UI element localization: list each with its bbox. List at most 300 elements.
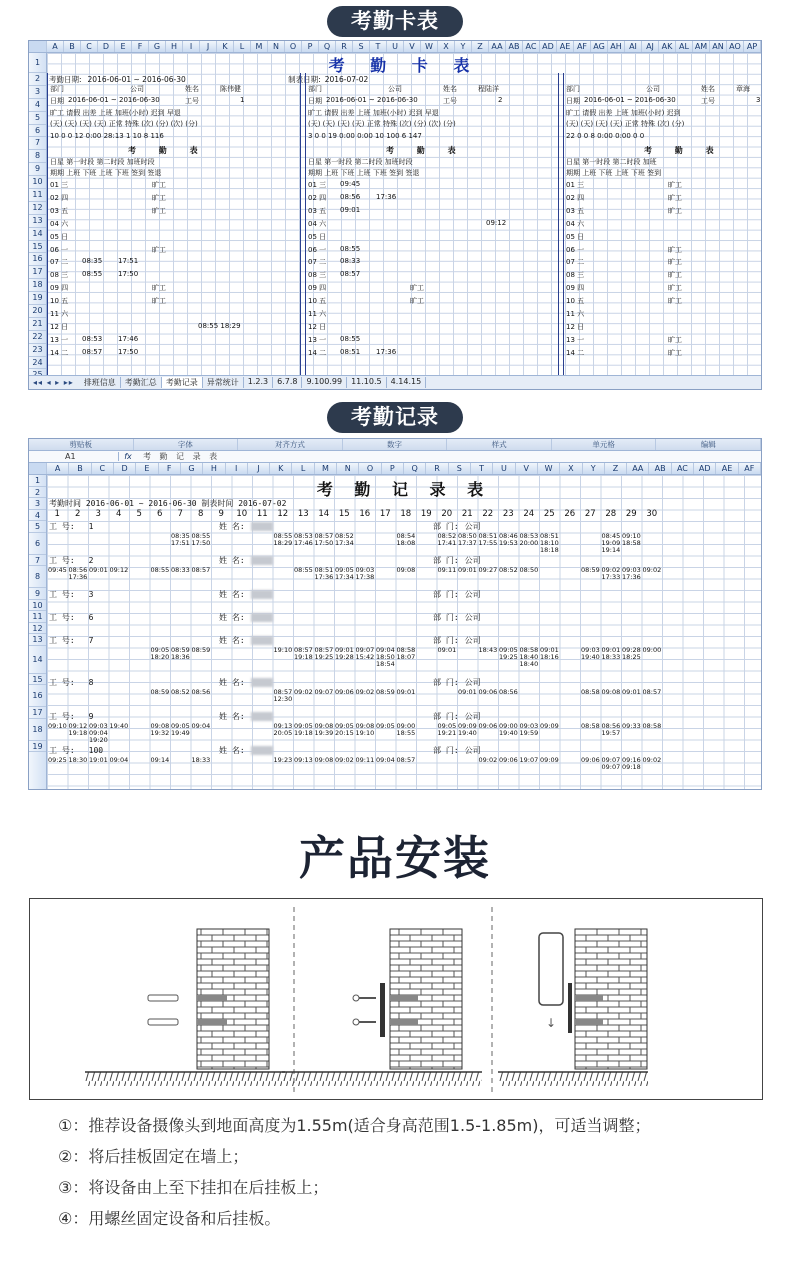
day-number: 20: [441, 509, 453, 519]
column-header[interactable]: AH: [608, 41, 625, 52]
card-dept: 部门: [308, 85, 322, 93]
employee-dept-label: 部 门:: [433, 712, 459, 721]
period-value: 2016-06-01 ~ 2016-06-30: [87, 75, 186, 84]
employee-id-label: 工 号:: [49, 746, 75, 755]
card-day-label: 04 六: [50, 219, 69, 228]
card-date-label: 日期: [50, 97, 64, 105]
ribbon-group[interactable]: 单元格: [552, 439, 657, 450]
column-header[interactable]: B: [64, 41, 81, 52]
punch-times: 19:40: [109, 722, 129, 730]
ribbon-group[interactable]: 编辑: [656, 439, 761, 450]
column-header[interactable]: J: [248, 463, 270, 474]
row-header[interactable]: 7: [29, 555, 46, 567]
column-header[interactable]: Z: [605, 463, 627, 474]
punch-times: 09:12 19:18: [68, 722, 88, 737]
card-grid: [47, 53, 761, 375]
card-clock-in: 08:57: [82, 347, 103, 356]
column-header[interactable]: M: [315, 463, 337, 474]
punch-times: 09:00: [642, 646, 662, 654]
employee-dept-label: 部 门:: [433, 590, 459, 599]
punch-times: 19:23: [273, 756, 293, 764]
column-header[interactable]: I: [226, 463, 248, 474]
punch-times: 09:03 17:36: [622, 566, 641, 581]
row-header[interactable]: 6: [29, 125, 46, 138]
punch-times: 08:56 17:36: [68, 566, 88, 581]
row-header[interactable]: 17: [29, 707, 46, 719]
employee-dept-label: 部 门:: [433, 678, 459, 687]
punch-times: 09:05 19:25: [499, 646, 518, 661]
row-header[interactable]: 9: [29, 588, 46, 600]
punch-times: 09:25: [48, 756, 67, 764]
row-header[interactable]: 22: [29, 331, 46, 344]
row-header[interactable]: 8: [29, 150, 46, 163]
period-label: 考勤日期:: [49, 75, 82, 84]
card-clock-in: 08:55: [340, 334, 361, 343]
punch-times: 09:45: [48, 566, 67, 574]
blurred-name-redaction: [251, 636, 273, 645]
column-header[interactable]: U: [493, 463, 515, 474]
column-header[interactable]: N: [337, 463, 359, 474]
card-day-label: 10 五: [50, 297, 69, 306]
column-header[interactable]: AD: [694, 463, 716, 474]
card-stats: 3 0 0 19 0:00 0:00 10 100 6 147: [308, 132, 422, 140]
card-section-title: 考 勤 表: [644, 146, 724, 155]
column-header[interactable]: S: [353, 41, 370, 52]
card-day-note: 旷工: [668, 181, 682, 189]
ribbon-group[interactable]: 对齐方式: [238, 439, 343, 450]
column-header[interactable]: AN: [710, 41, 727, 52]
row-header[interactable]: 18: [29, 719, 46, 741]
row-header[interactable]: 6: [29, 533, 46, 555]
employee-id-label: 工 号:: [49, 522, 75, 531]
column-header[interactable]: K: [270, 463, 292, 474]
employee-name-field: [219, 521, 273, 532]
punch-times: 09:03 19:40: [581, 646, 600, 661]
punch-times: 09:11: [437, 566, 457, 574]
card-report-heading: 考勤卡表: [327, 6, 463, 37]
column-header[interactable]: A: [47, 41, 64, 52]
column-header[interactable]: M: [251, 41, 268, 52]
card-clock-in: 08:51: [340, 347, 361, 356]
card-day-label: 11 六: [566, 310, 585, 318]
punch-times: 18:43: [478, 646, 498, 654]
card-day-note: 旷工: [668, 348, 682, 357]
punch-times: 09:06: [478, 722, 498, 730]
ribbon-group[interactable]: 剪贴板: [29, 439, 134, 450]
column-header[interactable]: AK: [659, 41, 676, 52]
formula-input[interactable]: 考 勤 记 录 表: [143, 452, 221, 461]
row-header[interactable]: 9: [29, 163, 46, 176]
card-company: 公司: [388, 85, 402, 93]
day-number: 21: [461, 509, 473, 519]
row-header[interactable]: 11: [29, 189, 46, 202]
employee-dept: 公司: [464, 522, 481, 531]
card-periods: 日星 第一时段 第二时段 加班时段: [50, 158, 155, 166]
employee-dept-field: [433, 745, 481, 756]
row-header[interactable]: 13: [29, 215, 46, 228]
row-header[interactable]: 17: [29, 266, 46, 279]
employee-name-field: [219, 612, 273, 623]
column-header[interactable]: U: [387, 41, 404, 52]
card-day-note: 旷工: [152, 284, 166, 293]
column-header[interactable]: AF: [574, 41, 591, 52]
punch-times: 09:00 18:55: [396, 722, 416, 737]
employee-id: 1: [88, 522, 94, 531]
row-header[interactable]: 4: [29, 99, 46, 112]
punch-times: 08:57: [642, 688, 662, 696]
card-clock-in: 08:56: [340, 192, 361, 201]
card-stats-sub: (天) (天) (天) (天) 正常 特殊 (次) (分) (次) (分): [308, 120, 456, 128]
card-clock-out: 17:51: [118, 257, 139, 266]
row-header[interactable]: 1: [29, 53, 46, 73]
punch-times: 09:03 17:38: [355, 566, 375, 581]
punch-times: 08:52 17:34: [335, 532, 354, 547]
punch-times: 09:05 19:49: [171, 722, 190, 737]
card-day-note: 旷工: [410, 284, 424, 293]
day-number: 14: [318, 509, 330, 519]
card-day-note: 旷工: [152, 297, 166, 306]
day-number: 15: [338, 509, 350, 519]
card-stats-sub: (天) (天) (天) (天) 正常 特殊 (次) (分) (次) (分): [50, 120, 198, 128]
card-day-label: 03 五: [308, 206, 327, 215]
employee-header-row: [49, 521, 761, 532]
card-day-label: 11 六: [50, 310, 69, 318]
punch-times: 09:28 18:25: [622, 646, 641, 661]
day-number: 30: [646, 509, 658, 519]
card-stats-sub: (天) (天) (天) (天) 正常 特殊 (次) (分): [566, 120, 685, 128]
card-day-label: 02 四: [50, 193, 69, 202]
card-day-label: 14 二: [566, 348, 585, 357]
card-clock-in: 09:45: [340, 180, 361, 188]
punch-times: 09:07 09:07: [601, 756, 621, 771]
column-header[interactable]: AO: [727, 41, 744, 52]
card-name: 章海: [736, 85, 750, 93]
svg-text:↓: ↓: [546, 1016, 557, 1030]
row-header[interactable]: 21: [29, 318, 46, 331]
row-header[interactable]: 1: [29, 475, 46, 487]
row-header[interactable]: 4: [29, 510, 46, 522]
attendance-card: [305, 73, 559, 375]
employee-id: 2: [88, 556, 94, 565]
employee-dept: 公司: [464, 613, 481, 622]
column-header[interactable]: AM: [693, 41, 710, 52]
column-header[interactable]: I: [183, 41, 200, 52]
column-header[interactable]: V: [516, 463, 538, 474]
column-header[interactable]: AD: [540, 41, 557, 52]
made-date-value: 2016-07-02: [324, 75, 369, 84]
column-header[interactable]: Z: [472, 41, 489, 52]
employee-name-field: [219, 745, 273, 756]
card-clock-in: 08:55: [82, 270, 103, 279]
column-header[interactable]: V: [404, 41, 421, 52]
employee-id-label: 工 号:: [49, 556, 75, 565]
card-id-label: 工号: [443, 97, 457, 105]
row-header[interactable]: 12: [29, 623, 46, 635]
card-company: 公司: [130, 85, 144, 93]
row-header[interactable]: 2: [29, 73, 46, 86]
row-header[interactable]: 14: [29, 646, 46, 674]
column-header[interactable]: AE: [716, 463, 738, 474]
row-header[interactable]: 15: [29, 241, 46, 254]
column-header[interactable]: F: [132, 41, 149, 52]
day-number: 17: [379, 509, 391, 519]
punch-times: 08:51 17:55: [478, 532, 498, 547]
column-header[interactable]: O: [359, 463, 381, 474]
row-header[interactable]: 8: [29, 566, 46, 588]
row-header[interactable]: 12: [29, 202, 46, 215]
day-number: 11: [256, 509, 268, 519]
punch-times: 09:10: [48, 722, 67, 730]
card-day-label: 04 六: [566, 219, 585, 228]
tab-scroll-arrows-icon[interactable]: ◂◂ ◂ ▸ ▸▸: [33, 378, 74, 387]
employee-name-label: 姓 名:: [219, 678, 245, 687]
punch-times: 08:35 17:51: [171, 532, 190, 547]
card-day-label: 10 五: [566, 297, 585, 306]
column-header[interactable]: AC: [523, 41, 540, 52]
punch-times: 09:08: [396, 566, 416, 574]
column-header[interactable]: AE: [557, 41, 574, 52]
column-header[interactable]: E: [115, 41, 132, 52]
column-header[interactable]: AA: [627, 463, 649, 474]
column-header[interactable]: AF: [739, 463, 761, 474]
row-header[interactable]: 14: [29, 228, 46, 241]
row-header[interactable]: 10: [29, 600, 46, 612]
punch-times: 08:59: [376, 688, 395, 696]
employee-name-label: 姓 名:: [219, 613, 245, 622]
column-header[interactable]: E: [136, 463, 158, 474]
column-header[interactable]: AI: [625, 41, 642, 52]
punch-times: 09:04: [191, 722, 211, 730]
employee-name-field: [219, 711, 273, 722]
sheet-tab[interactable]: 4.14.15: [387, 377, 427, 388]
column-header[interactable]: J: [200, 41, 217, 52]
row-header[interactable]: 16: [29, 253, 46, 266]
install-diagram: [29, 898, 763, 1100]
row-header[interactable]: 13: [29, 634, 46, 646]
punch-times: 08:58: [581, 722, 600, 730]
column-header[interactable]: H: [166, 41, 183, 52]
card-date-label: 日期: [308, 97, 322, 105]
column-header[interactable]: A: [47, 463, 69, 474]
column-header[interactable]: AB: [649, 463, 671, 474]
employee-dept-field: [433, 612, 481, 623]
punch-times: 09:16 09:18: [622, 756, 641, 771]
column-header[interactable]: AP: [744, 41, 761, 52]
row-header-bar-2: [29, 475, 47, 789]
column-header[interactable]: R: [336, 41, 353, 52]
step-wall-anchors-figure: [85, 929, 285, 1086]
punch-times: 09:02: [642, 756, 662, 764]
day-number: 5: [136, 509, 142, 519]
sheet-tab[interactable]: 排班信息: [80, 377, 121, 388]
column-header[interactable]: F: [159, 463, 181, 474]
day-number: 13: [297, 509, 309, 519]
column-header[interactable]: X: [438, 41, 455, 52]
day-number: 16: [359, 509, 371, 519]
day-number: 26: [564, 509, 576, 519]
punch-times: 08:57: [396, 756, 416, 764]
day-number: 1: [54, 509, 60, 519]
column-header[interactable]: K: [217, 41, 234, 52]
punch-times: 09:01: [437, 646, 457, 654]
column-header[interactable]: W: [538, 463, 560, 474]
row-header[interactable]: 7: [29, 137, 46, 150]
column-header[interactable]: T: [370, 41, 387, 52]
row-header[interactable]: 3: [29, 498, 46, 510]
column-header[interactable]: R: [426, 463, 448, 474]
card-day-label: 08 三: [566, 271, 585, 280]
day-number-row: [47, 509, 761, 519]
punch-times: 09:01 19:28: [335, 646, 354, 661]
sheet-tab[interactable]: 11.10.5: [347, 377, 387, 388]
row-header[interactable]: 19: [29, 292, 46, 305]
column-header[interactable]: AA: [489, 41, 506, 52]
employee-name-label: 姓 名:: [219, 746, 245, 755]
employee-dept: 公司: [464, 678, 481, 687]
card-dept: 部门: [50, 85, 64, 93]
row-header[interactable]: 10: [29, 176, 46, 189]
column-header[interactable]: O: [285, 41, 302, 52]
column-header[interactable]: AJ: [642, 41, 659, 52]
employee-id: 6: [88, 613, 94, 622]
column-header[interactable]: W: [421, 41, 438, 52]
ribbon-group-bar: [29, 439, 761, 451]
row-header[interactable]: 20: [29, 305, 46, 318]
row-header[interactable]: 3: [29, 86, 46, 99]
row-header[interactable]: 11: [29, 611, 46, 623]
punch-times: 09:33: [622, 722, 641, 730]
column-header[interactable]: P: [302, 41, 319, 52]
punch-times: 08:53 17:46: [294, 532, 313, 547]
employee-header-row: [49, 745, 761, 756]
card-day-label: 05 日: [50, 232, 69, 241]
row-header[interactable]: 15: [29, 674, 46, 686]
card-day-note: 旷工: [668, 335, 682, 344]
column-header[interactable]: AC: [672, 463, 694, 474]
blurred-name-redaction: [251, 712, 273, 721]
column-header[interactable]: Y: [583, 463, 605, 474]
punch-times: 09:01 18:16: [540, 646, 559, 661]
column-header[interactable]: P: [382, 463, 404, 474]
row-header[interactable]: 5: [29, 521, 46, 533]
step-mount-bracket-figure: [282, 929, 482, 1086]
function-icon[interactable]: fx: [124, 452, 132, 461]
column-header[interactable]: D: [98, 41, 115, 52]
row-header[interactable]: 19: [29, 741, 46, 753]
employee-dept-label: 部 门:: [433, 613, 459, 622]
row-header[interactable]: 5: [29, 112, 46, 125]
column-header[interactable]: G: [149, 41, 166, 52]
column-header[interactable]: Q: [319, 41, 336, 52]
punch-times: 08:59: [150, 688, 170, 696]
column-header[interactable]: B: [69, 463, 91, 474]
punch-times: 08:56 19:57: [601, 722, 621, 737]
install-step: ②：将后挂板固定在墙上；: [58, 1147, 249, 1166]
card-name-label: 姓名: [185, 85, 199, 93]
card-day-label: 08 三: [50, 271, 69, 280]
card-company: 公司: [646, 85, 660, 93]
punch-times: 09:02: [294, 688, 313, 696]
employee-id-label: 工 号:: [49, 590, 75, 599]
employee-id: 8: [88, 678, 94, 687]
column-header[interactable]: D: [114, 463, 136, 474]
card-day-label: 04 六: [308, 219, 327, 228]
ribbon-group[interactable]: 字体: [134, 439, 239, 450]
punch-times: 08:55 18:29: [273, 532, 293, 547]
sheet-tab[interactable]: 1.2.3: [244, 377, 273, 388]
sheet-tab[interactable]: 考勤记录: [162, 377, 203, 388]
ribbon-group[interactable]: 样式: [447, 439, 552, 450]
column-header[interactable]: Q: [404, 463, 426, 474]
punch-times: 08:57: [191, 566, 211, 574]
card-sheet-title: 考 勤 卡 表: [328, 56, 480, 75]
punch-times: 09:02: [355, 688, 375, 696]
column-header[interactable]: S: [449, 463, 471, 474]
employee-name-label: 姓 名:: [219, 522, 245, 531]
column-header[interactable]: N: [268, 41, 285, 52]
punch-times: 09:05: [376, 722, 395, 730]
sheet-tab[interactable]: 6.7.8: [273, 377, 302, 388]
sheet-tab[interactable]: 考勤汇总: [121, 377, 162, 388]
column-header[interactable]: L: [234, 41, 251, 52]
column-header[interactable]: C: [92, 463, 114, 474]
cell-reference-box[interactable]: A1: [29, 452, 119, 461]
card-day-label: 09 四: [50, 284, 69, 293]
day-number: 28: [605, 509, 617, 519]
row-header[interactable]: 24: [29, 357, 46, 370]
punch-times: 09:08 19:10: [355, 722, 375, 737]
column-header[interactable]: AG: [591, 41, 608, 52]
column-header[interactable]: AB: [506, 41, 523, 52]
card-day-note: 旷工: [668, 193, 682, 202]
day-number: 19: [420, 509, 432, 519]
column-header[interactable]: L: [292, 463, 314, 474]
row-header[interactable]: 16: [29, 685, 46, 707]
card-day-label: 01 三: [308, 181, 327, 189]
formula-bar: [29, 451, 761, 463]
column-header[interactable]: C: [81, 41, 98, 52]
card-clock-in: 08:53: [82, 334, 103, 343]
column-header[interactable]: H: [203, 463, 225, 474]
column-header[interactable]: AL: [676, 41, 693, 52]
row-header[interactable]: 18: [29, 279, 46, 292]
employee-name-field: [219, 589, 273, 600]
punch-times: 09:01: [396, 688, 416, 696]
column-header[interactable]: G: [181, 463, 203, 474]
row-header[interactable]: 2: [29, 487, 46, 499]
card-day-note: 09:12: [486, 218, 507, 227]
punch-times: 09:02: [642, 566, 662, 574]
column-header[interactable]: Y: [455, 41, 472, 52]
ribbon-group[interactable]: 数字: [343, 439, 448, 450]
column-header[interactable]: T: [471, 463, 493, 474]
column-header-bar-2: [29, 463, 761, 475]
sheet-tab[interactable]: 异常统计: [203, 377, 244, 388]
card-section-title: 考 勤 表: [128, 146, 208, 155]
employee-name-field: [219, 555, 273, 566]
card-day-note: 旷工: [668, 271, 682, 280]
column-header[interactable]: X: [560, 463, 582, 474]
card-id: 2: [498, 96, 503, 104]
punch-times: 08:55 17:50: [191, 532, 211, 547]
employee-header-row: [49, 635, 761, 646]
card-stats-header: 旷工 请假 出差 上班 加班(小时) 迟到 早退: [308, 109, 439, 117]
sheet-tab[interactable]: 9.100.99: [302, 377, 347, 388]
punch-times: 08:56: [191, 688, 211, 696]
row-header[interactable]: 23: [29, 344, 46, 357]
card-day-label: 05 日: [566, 232, 585, 241]
card-clock-out: 17:36: [376, 192, 397, 201]
